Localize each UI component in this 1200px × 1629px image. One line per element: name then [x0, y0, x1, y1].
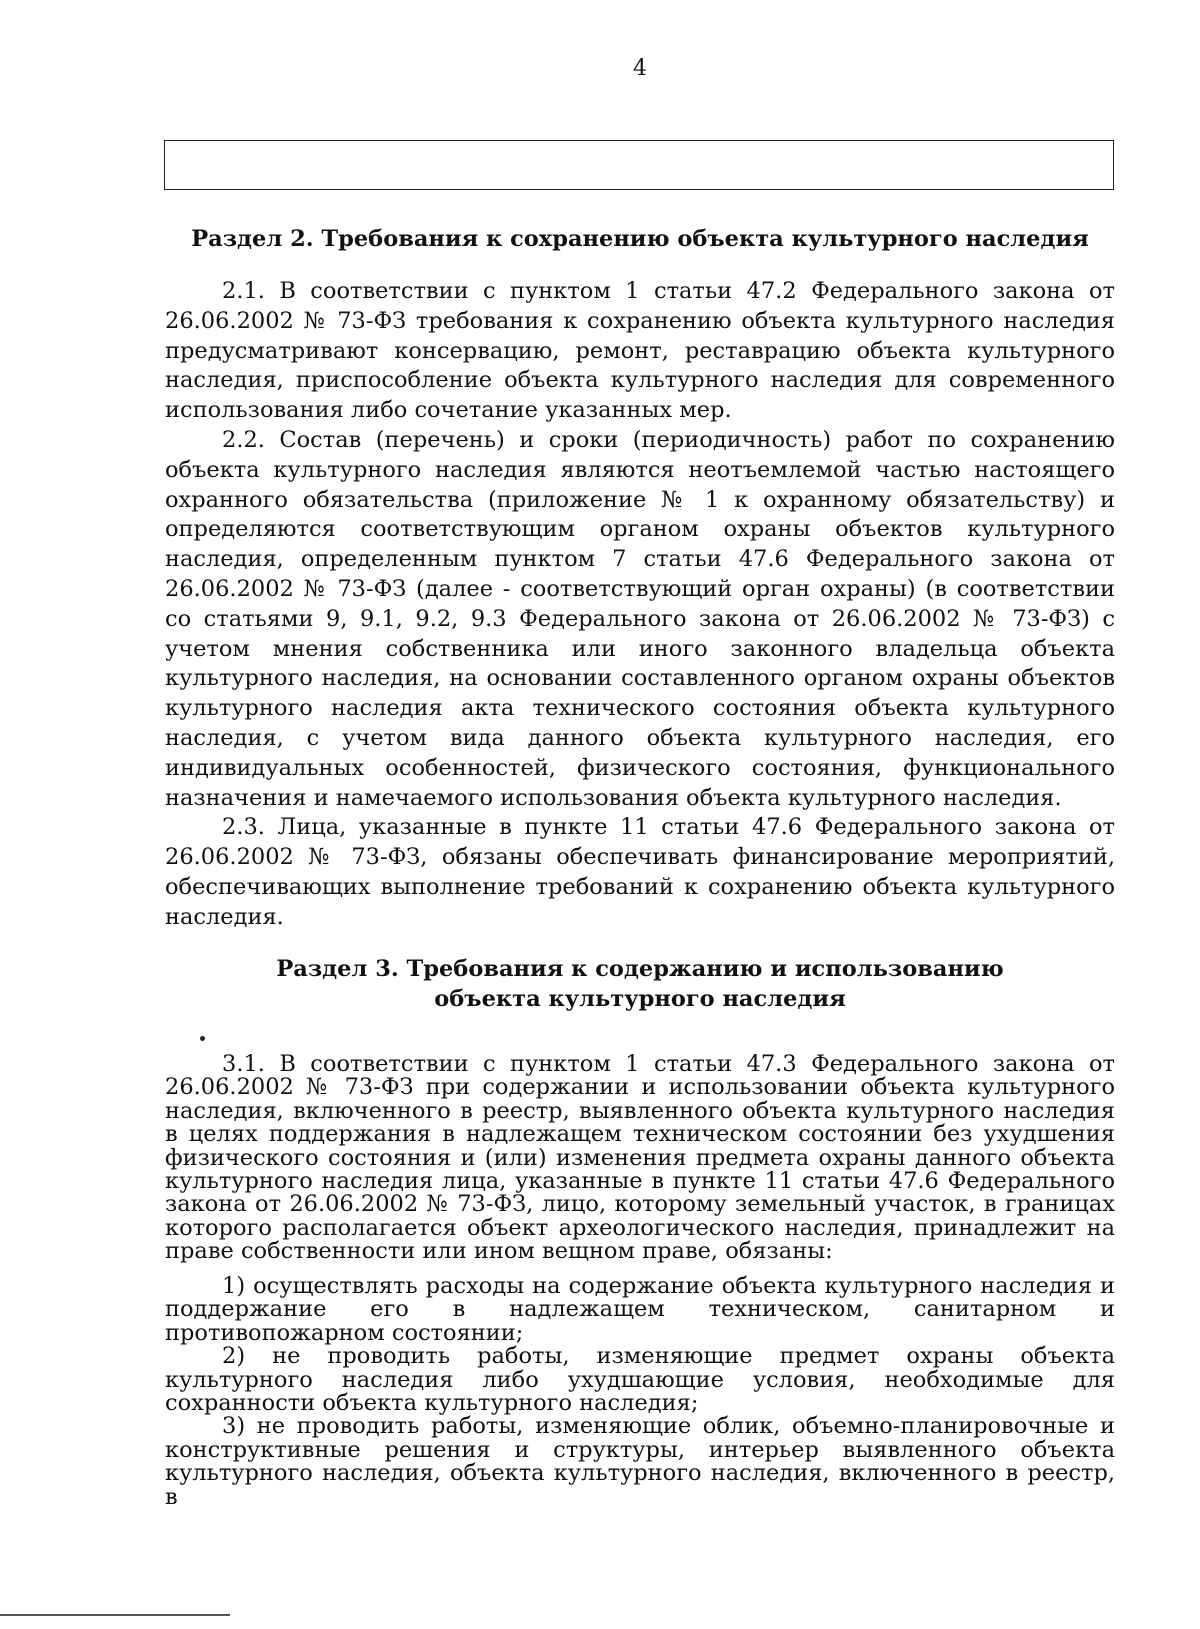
section-3-heading-block — [165, 954, 1115, 1014]
section-3-heading-line2: объекта культурного наследия — [434, 986, 846, 1012]
list-item-1: 1) осуществлять расходы на содержание объекта культурного наследия и поддержание его в надлежащем техническом, санитарном и противопожарном состоянии; — [165, 1273, 1115, 1346]
list-item-3: 3) не проводить работы, изменяющие облик, объемно-планировочные и конструктивные решения и структуры, интерьер выявленного объекта культурного наследия, объекта культурного наследия, включенного в реестр, в — [165, 1413, 1115, 1510]
page-number: 4 — [633, 56, 647, 81]
paragraph-2-3: 2.3. Лица, указанные в пункте 11 статьи 47.6 Федерального закона от 26.06.2002 № 73-ФЗ, обязаны обеспечивать финансирование мероприятий, обеспечивающих выполнение требований к сохранению объекта культурного наследия. — [165, 814, 1115, 930]
paragraph-2-2: 2.2. Состав (перечень) и сроки (периодичность) работ по сохранению объекта культурного наследия являются неотъемлемой частью настоящего охранного обязательства (приложение № 1 к охранному обязательству) и определяются соответствующим органом охраны объектов культурного наследия, определенным пунктом 7 статьи 47.6 Федерального закона от 26.06.2002 № 73-ФЗ (далее - соответствующий орган охраны) (в соответствии со статьями 9, 9.1, 9.2, 9.3 Федерального закона от 26.06.2002 № 73-ФЗ) с учетом мнения собственника или иного законного владельца объекта культурного наследия, на основании составленного органом охраны объектов культурного наследия акта технического состояния объекта культурного наследия, с учетом вида данного объекта культурного наследия, его индивидуальных особенностей, физического состояния, функционального назначения и намечаемого использования объекта культурного наследия. — [165, 426, 1115, 811]
paragraph-2-1: 2.1. В соответствии с пунктом 1 статьи 47.2 Федерального закона от 26.06.2002 № 73-ФЗ требования к сохранению объекта культурного наследия предусматривают консервацию, ремонт, реставрацию объекта культурного наследия, приспособление объекта культурного наследия для современного использования либо сочетание указанных мер. — [165, 278, 1115, 424]
paragraph-3-1-block — [165, 1053, 1115, 1264]
bottom-scan-edge-line — [0, 1614, 230, 1616]
section-3-items — [165, 1275, 1115, 1509]
empty-header-box — [164, 140, 1114, 190]
paragraph-3-1: 3.1. В соответствии с пунктом 1 статьи 47.3 Федерального закона от 26.06.2002 № 73-ФЗ при содержании и использовании объекта культурного наследия, включенного в реестр, выявленного объекта культурного наследия в целях поддержания в надлежащем техническом состоянии без ухудшения физического состояния и (или) изменения предмета охраны данного объекта культурного наследия лица, указанные в пункте 11 статьи 47.6 Федерального закона от 26.06.2002 № 73-ФЗ, лицо, которому земельный участок, в границах которого располагается объект археологического наследия, принадлежит на праве собственности или ином вещном праве, обязаны: — [165, 1051, 1115, 1265]
section-2-heading: Раздел 2. Требования к сохранению объекта культурного наследия — [191, 226, 1089, 252]
section-2-body — [165, 277, 1115, 933]
section-3-heading-line1: Раздел 3. Требования к содержанию и использованию — [276, 956, 1004, 982]
stray-dot — [200, 1036, 205, 1041]
section-2-heading-block — [165, 224, 1115, 254]
list-item-2: 2) не проводить работы, изменяющие предмет охраны объекта культурного наследия либо ухудшающие условия, необходимые для сохранности объекта культурного наследия; — [165, 1343, 1115, 1417]
